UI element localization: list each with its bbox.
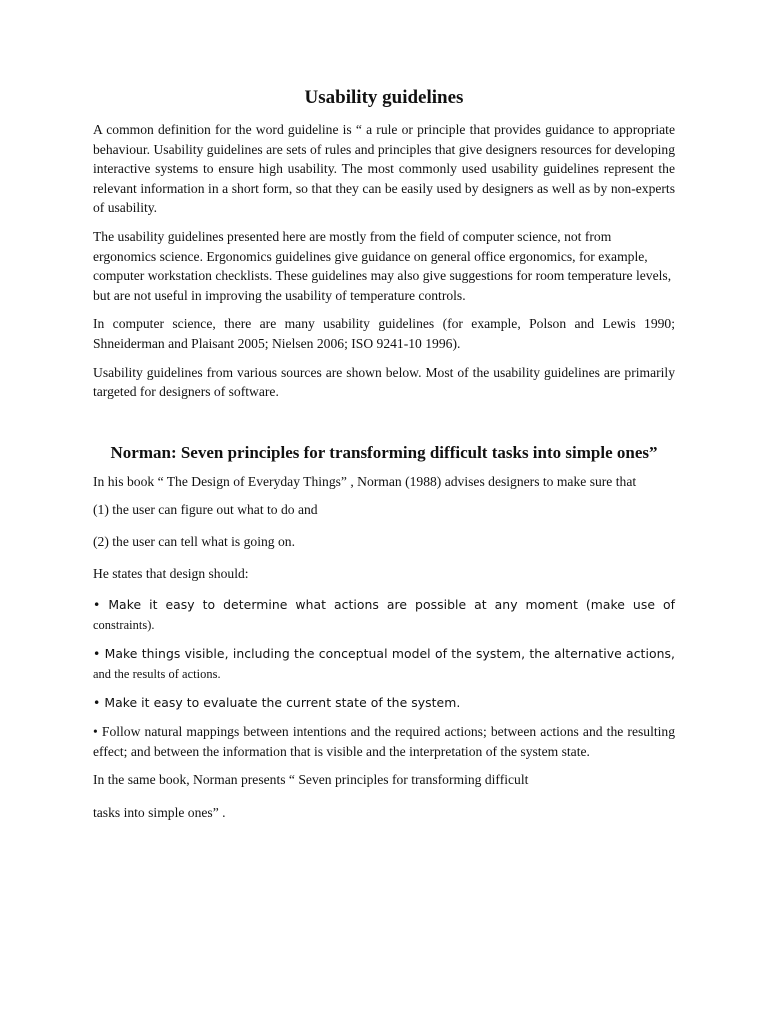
closing-line-1: In the same book, Norman presents “ Seven principles for transforming difficult <box>93 772 529 788</box>
closing-line-2: tasks into simple ones” . <box>93 804 226 820</box>
bullet-item-4: • Follow natural mappings between intentions and the required actions; between actions and the resulting effect; and between the information that is visible and the interpretation of the system state. <box>93 724 675 759</box>
bullet-text-3: • Make it easy to evaluate the current state of the system. <box>93 695 461 711</box>
bullet-item-2 <box>93 644 675 684</box>
intro-paragraph-1: A common definition for the word guideline is “ a rule or principle that provides guidance to appropriate behaviour. Usability guidelines are sets of rules and principles that give designers resources for developing interactive systems to ensure high usability. The most commonly used usability guidelines represent the relevant information in a short form, so that they can be easily used by designers as well as by non-experts of usability. <box>93 122 675 216</box>
intro-paragraph-2: The usability guidelines presented here are mostly from the field of computer science, not from ergonomics science. Ergonomics guidelines give guidance on general office ergonomics, for example, computer workstation checklists. These guidelines may also give suggestions for room temperature levels, but are not useful in improving the usability of temperature controls. <box>93 228 672 303</box>
bullet-item-1 <box>93 595 675 635</box>
bullet-tail-1: constraints). <box>93 617 155 632</box>
section-intro: In his book “ The Design of Everyday Things” , Norman (1988) advises designers to make sure that <box>93 473 637 489</box>
section-heading: Norman: Seven principles for transforming difficult tasks into simple ones” <box>110 442 658 462</box>
bullet-text-1: • Make it easy to determine what actions are possible at any moment (make use of <box>93 597 675 613</box>
bullet-item-3 <box>93 693 675 713</box>
bullet-tail-2: and the results of actions. <box>93 666 221 681</box>
point-1: (1) the user can figure out what to do and <box>93 502 318 518</box>
section-spacer <box>93 411 675 442</box>
intro-paragraph-3: In computer science, there are many usability guidelines (for example, Polson and Lewis 1990; Shneiderman and Plaisant 2005; Nielsen 2006; ISO 9241-10 1996). <box>93 316 675 351</box>
document-title: Usability guidelines <box>304 87 464 108</box>
intro-paragraph-4: Usability guidelines from various sources are shown below. Most of the usability guidelines are primarily targeted for designers of software. <box>93 364 675 400</box>
point-2: (2) the user can tell what is going on. <box>93 533 295 549</box>
bullet-text-2: • Make things visible, including the conceptual model of the system, the alternative actions, <box>93 646 675 662</box>
document-page <box>93 86 675 831</box>
states-line: He states that design should: <box>93 565 249 581</box>
